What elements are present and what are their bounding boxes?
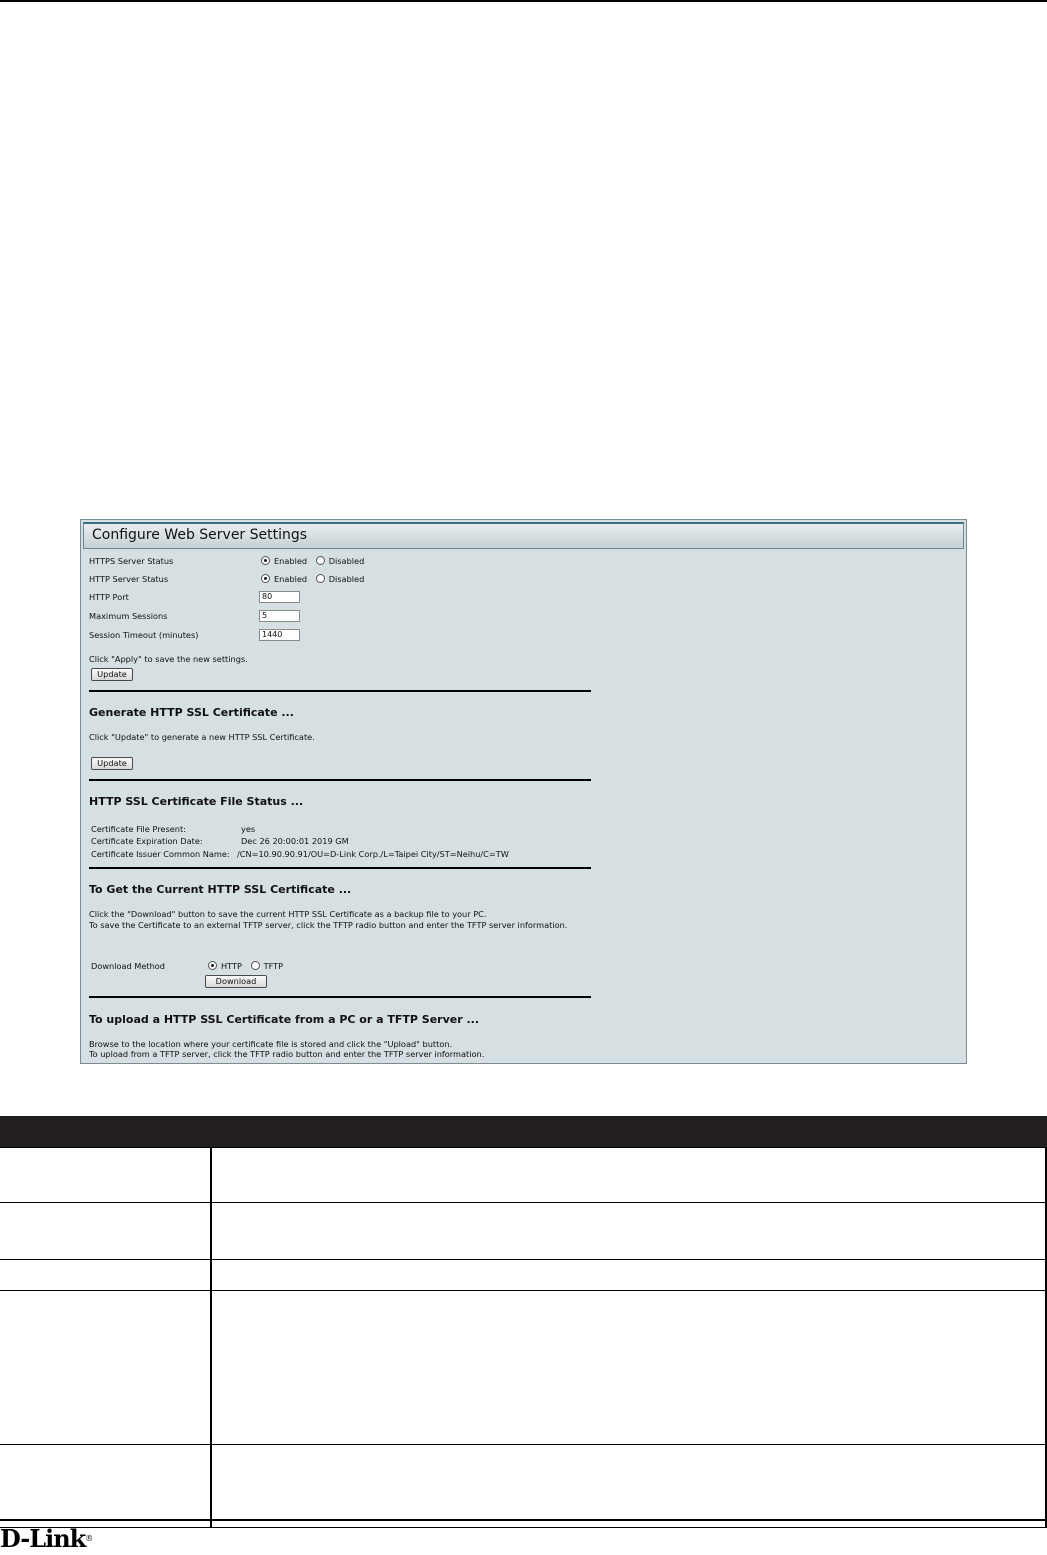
table-row <box>0 1202 1047 1260</box>
https-disabled-radio[interactable]: Disabled <box>316 556 365 566</box>
http-disabled-radio[interactable]: Disabled <box>316 574 365 584</box>
http-enabled-radio[interactable]: Enabled <box>261 574 307 584</box>
status-section-title: HTTP SSL Certificate File Status ... <box>89 795 304 808</box>
http-server-status-label: HTTP Server Status <box>89 574 169 584</box>
section-divider <box>89 867 591 869</box>
upload-section-title: To upload a HTTP SSL Certificate from a PC or a TFTP Server ... <box>89 1013 480 1026</box>
download-tftp-radio[interactable]: TFTP <box>251 961 284 971</box>
get-cert-line1: Click the "Download" button to save the current HTTP SSL Certificate as a backup file to your PC. <box>89 909 487 919</box>
radio-selected-icon <box>261 556 270 565</box>
table-row <box>0 1444 1047 1528</box>
table-row <box>0 1290 1047 1445</box>
section-divider <box>89 690 591 692</box>
apply-note: Click "Apply" to save the new settings. <box>89 654 248 664</box>
update-settings-button[interactable]: Update <box>91 668 133 681</box>
radio-selected-icon <box>208 961 217 970</box>
radio-empty-icon <box>316 574 325 583</box>
top-rule <box>0 0 1047 2</box>
upload-line1: Browse to the location where your certificate file is stored and click the "Upload" button. <box>89 1039 453 1049</box>
table-row <box>0 1259 1047 1291</box>
section-divider <box>89 779 591 781</box>
cert-expiration-value: Dec 26 20:00:01 2019 GM <box>241 836 349 846</box>
web-server-settings-panel <box>80 519 967 1064</box>
cert-issuer-label: Certificate Issuer Common Name: <box>91 849 230 859</box>
section-divider <box>89 996 591 998</box>
session-timeout-input[interactable]: 1440 <box>259 629 300 641</box>
upload-line2: To upload from a TFTP server, click the TFTP radio button and enter the TFTP server information. <box>89 1049 485 1059</box>
generate-note: Click "Update" to generate a new HTTP SSL Certificate. <box>89 732 315 742</box>
table-header <box>0 1116 1047 1148</box>
http-port-input[interactable]: 80 <box>259 591 300 603</box>
https-enabled-radio[interactable]: Enabled <box>261 556 307 566</box>
get-cert-line2: To save the Certificate to an external TFTP server, click the TFTP radio button and enter the TFTP server information. <box>89 920 568 930</box>
table-row <box>0 1147 1047 1203</box>
footer-rule <box>0 1519 1047 1521</box>
download-http-radio[interactable]: HTTP <box>208 961 242 971</box>
download-method-label: Download Method <box>91 961 166 971</box>
cert-issuer-value: /CN=10.90.90.91/OU=D-Link Corp./L=Taipei City/ST=Neihu/C=TW <box>237 849 509 859</box>
generate-certificate-button[interactable]: Update <box>91 757 133 770</box>
radio-empty-icon <box>251 961 260 970</box>
get-cert-section-title: To Get the Current HTTP SSL Certificate ... <box>89 883 352 896</box>
max-sessions-label: Maximum Sessions <box>89 611 168 621</box>
download-button[interactable]: Download <box>205 975 267 988</box>
session-timeout-label: Session Timeout (minutes) <box>89 630 199 640</box>
radio-empty-icon <box>316 556 325 565</box>
description-table <box>0 1116 1047 1528</box>
max-sessions-input[interactable]: 5 <box>259 610 300 622</box>
cert-file-present-label: Certificate File Present: <box>91 824 186 834</box>
panel-title: Configure Web Server Settings <box>83 522 964 549</box>
radio-selected-icon <box>261 574 270 583</box>
dlink-logo: D-Link® <box>0 1524 93 1553</box>
cert-file-present-value: yes <box>241 824 256 834</box>
http-port-label: HTTP Port <box>89 592 129 602</box>
generate-section-title: Generate HTTP SSL Certificate ... <box>89 706 294 719</box>
https-server-status-label: HTTPS Server Status <box>89 556 174 566</box>
cert-expiration-label: Certificate Expiration Date: <box>91 836 203 846</box>
